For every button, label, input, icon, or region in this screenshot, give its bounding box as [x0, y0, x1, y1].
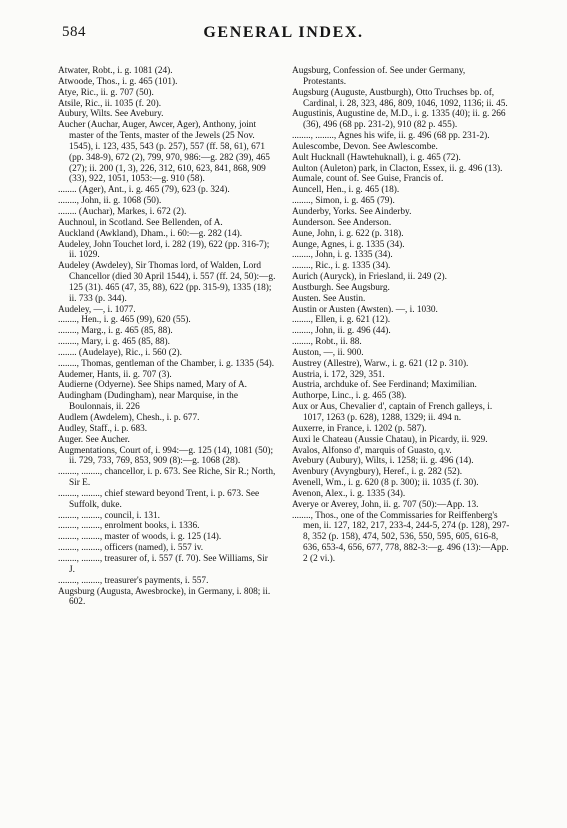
index-entry: ........, Ellen, i. g. 621 (12).	[292, 315, 391, 326]
index-entry: Atsile, Ric., ii. 1035 (f. 20).	[58, 98, 162, 109]
index-entry: Aunderby, Yorks. See Ainderby.	[292, 206, 412, 217]
index-entry: Audlem (Awdelem), Chesh., i. p. 677.	[58, 413, 200, 423]
index-entry: Augustinis, Augustine de, M.D., i. g. 1335 (40); ii. g. 266 (36), 496 (68 pp. 231-2), 910 (82 p. 455).	[292, 109, 506, 131]
index-entry: Audierne (Odyerne). See Ships named, Mary of A.	[58, 380, 247, 391]
index-entry: ........, Thos., one of the Commissaries for Reiffenberg's men, ii. 127, 182, 217, 233-4, 244-5, 274 (p. 128), 297-8, 352 (p. 158), 474, 502, 536, 550, 595, 605, 616-8, 636, 653-4, 656, 677, 778, 882-3:—g. 496 (13):—App. 2 (2 vi.).	[292, 510, 510, 564]
index-entry: Aunge, Agnes, i. g. 1335 (34).	[292, 239, 405, 250]
index-entry: Austin or Austen (Awsten). —, i. 1030.	[292, 304, 438, 315]
index-entry: Auger. See Aucher.	[58, 434, 130, 445]
index-entry: Aumale, count of. See Guise, Francis of.	[292, 174, 444, 185]
index-entry: Augsburg (Augusta, Awesbrocke), in Germany, i. 808; ii. 602.	[58, 586, 271, 608]
index-entry: Austria, archduke of. See Ferdinand; Maximilian.	[292, 380, 477, 391]
index-entry: ........, ........, master of woods, i. g. 125 (14).	[58, 532, 222, 543]
index-column-left	[58, 66, 276, 608]
index-entry: Augmentations, Court of, i. 994:—g. 125 (14), 1081 (50); ii. 729, 733, 769, 853, 909 (8):—g. 1068 (28).	[58, 445, 274, 467]
index-entry: ........, John, i. g. 1335 (34).	[292, 250, 393, 261]
index-entry: Atwater, Robt., i. g. 1081 (24).	[58, 66, 173, 76]
index-entry: Auxi le Chateau (Aussie Chatau), in Picardy, ii. 929.	[292, 434, 488, 445]
index-entry: ........, Simon, i. g. 465 (79).	[292, 196, 395, 207]
index-entry: Austria, i. 172, 329, 351.	[292, 369, 385, 380]
index-entry: ........ (Auchar), Markes, i. 672 (2).	[58, 206, 187, 217]
index-entry: Ault Hucknall (Hawtehuknall), i. g. 465 (72).	[292, 152, 461, 163]
index-entry: Avebury (Aubury), Wilts, i. 1258; ii. g. 496 (14).	[292, 456, 474, 467]
index-entry: ........, ........, Agnes his wife, ii. g. 496 (68 pp. 231-2).	[292, 131, 490, 142]
index-entry: Audingham (Dudingham), near Marquise, in the Boulonnais, ii. 226	[58, 391, 238, 413]
index-entry: ........, ........, treasurer of, i. 557 (f. 70). See Williams, Sir J.	[58, 553, 268, 575]
index-entry: Atwoode, Thos., i. g. 465 (101).	[58, 76, 178, 87]
index-entry: Authorpe, Linc., i. g. 465 (38).	[292, 391, 407, 402]
index-entry: Austen. See Austin.	[292, 293, 366, 304]
index-entry: ........, ........, council, i. 131.	[58, 510, 160, 521]
index-entry: ........, ........, treasurer's payments, i. 557.	[58, 575, 209, 586]
index-entry: Averye or Averey, John, ii. g. 707 (50):—App. 13.	[292, 499, 479, 510]
index-entry: Atye, Ric., ii. g. 707 (50).	[58, 87, 154, 98]
index-entry: ........, John, ii. g. 496 (44).	[292, 326, 391, 337]
index-entry: Avenell, Wm., i. g. 620 (8 p. 300); ii. 1035 (f. 30).	[292, 478, 479, 489]
index-entry: Augsburg (Auguste, Austburgh), Otto Truchses bp. of, Cardinal, i. 28, 323, 486, 809, 1046, 1092, 1136; ii. 45.	[292, 87, 508, 109]
index-entry: Aulton (Auleton) park, in Clacton, Essex, ii. g. 496 (13).	[292, 163, 503, 174]
index-entry: ........, Thomas, gentleman of the Chamber, i. g. 1335 (54).	[58, 358, 275, 369]
index-entry: Aubury, Wilts. See Avebury.	[58, 109, 164, 120]
index-entry: Audeley, John Touchet lord, i. 282 (19), 622 (pp. 316-7); ii. 1029.	[58, 239, 270, 261]
index-entry: Auxerre, in France, i. 1202 (p. 587).	[292, 423, 427, 434]
index-entry: Auchnoul, in Scotland. See Bellenden, of A.	[58, 217, 223, 228]
index-entry: ........, Mary, i. g. 465 (85, 88).	[58, 337, 170, 348]
index-entry: ........ (Ager), Ant., i. g. 465 (79), 623 (p. 324).	[58, 185, 230, 196]
index-entry: Avenon, Alex., i. g. 1335 (34).	[292, 488, 406, 499]
index-entry: Audemer, Hants, ii. g. 707 (3).	[58, 369, 172, 380]
index-entry: Aulescombe, Devon. See Awlescombe.	[292, 141, 438, 152]
index-entry: Aux or Aus, Chevalier d', captain of French galleys, i. 1017, 1263 (p. 628), 1288, 1329; ii. 494 n.	[292, 402, 493, 423]
index-entry: Aunderson. See Anderson.	[292, 217, 392, 228]
index-entry: Audeley (Awdeley), Sir Thomas lord, of Walden, Lord Chancellor (died 30 April 1544), i. 557 (ff. 24, 50):—g. 125 (31). 465 (47, 35, 88), 622 (pp. 315-9), 1335 (18); ii. 733 (p. 344).	[58, 261, 276, 304]
index-entry: ........, ........, chancellor, i. p. 673. See Riche, Sir R.; North, Sir E.	[58, 467, 276, 489]
index-entry: Auckland (Awkland), Dham., i. 60:—g. 282 (14).	[58, 228, 243, 239]
index-entry: ........, Hen., i. g. 465 (99), 620 (55).	[58, 315, 191, 326]
index-entry: Auston, —, ii. 900.	[292, 347, 364, 358]
index-entry: Audley, Staff., i. p. 683.	[58, 423, 148, 434]
index-entry: Augsburg, Confession of. See under Germany, Protestants.	[292, 66, 466, 87]
index-entry: Auncell, Hen., i. g. 465 (18).	[292, 185, 400, 196]
page-number: 584	[62, 24, 86, 40]
running-title: GENERAL INDEX.	[203, 24, 364, 41]
index-entry: Audeley, —, i. 1077.	[58, 304, 136, 315]
index-entry: Aucher (Auchar, Auger, Awcer, Ager), Anthony, joint master of the Tents, master of the Jewels (25 Nov. 1545), i. 123, 435, 543 (p. 257), 557 (ff. 58, 61), 671 (pp. 348-9), 672 (2), 799, 970, 986:—g. 282 (39), 465 (27); ii. 200 (1, 3), 226, 312, 610, 623, 841, 868, 909 (33), 922, 1051, 1053:—g. 910 (58).	[58, 120, 270, 185]
index-entry: ........, Robt., ii. 88.	[292, 337, 362, 348]
index-entry: Austrey (Allestre), Warw., i. g. 621 (12 p. 310).	[292, 358, 469, 369]
index-entry: ........ (Audelaye), Ric., i. 560 (2).	[58, 347, 182, 358]
index-column-right	[292, 66, 510, 565]
index-entry: ........, ........, chief steward beyond Trent, i. p. 673. See Suffolk, duke.	[58, 488, 260, 510]
index-entry: ........, Ric., i. g. 1335 (34).	[292, 261, 391, 272]
index-entry: Aune, John, i. g. 622 (p. 318).	[292, 228, 404, 239]
index-entry: Avenbury (Avyngbury), Heref., i. g. 282 (52).	[292, 467, 463, 478]
index-entry: Austburgh. See Augsburg.	[292, 282, 390, 293]
index-entry: ........, ........, officers (named), i. 557 iv.	[58, 543, 204, 554]
index-entry: ........, Marg., i. g. 465 (85, 88).	[58, 326, 173, 337]
index-entry: Aurich (Auryck), in Friesland, ii. 249 (2).	[292, 272, 447, 283]
index-entry: ........, John, ii. g. 1068 (50).	[58, 196, 162, 207]
page-header	[62, 24, 505, 44]
index-entry: Avalos, Alfonso d', marquis of Guasto, q.v.	[292, 445, 452, 456]
index-entry: ........, ........, enrolment books, i. 1336.	[58, 521, 200, 532]
